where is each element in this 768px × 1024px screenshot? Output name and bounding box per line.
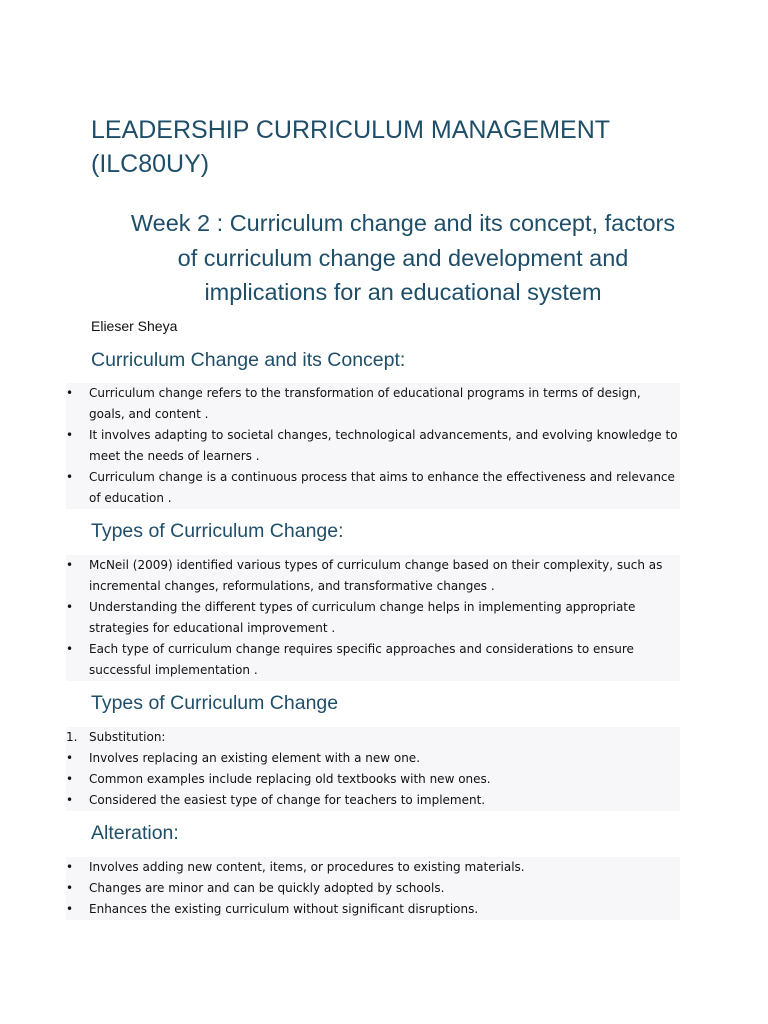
list-item [66, 857, 680, 878]
list-item-text: Enhances the existing curriculum without significant disruptions. [89, 902, 479, 916]
bullet-marker: • [66, 558, 74, 572]
section-heading: Types of Curriculum Change: [91, 520, 344, 542]
bullet-marker: • [66, 428, 74, 442]
bullet-list [66, 383, 680, 509]
list-number-marker: 1. [66, 730, 78, 744]
list-item [66, 727, 680, 748]
list-item-text: Each type of curriculum change requires specific approaches and considerations to ensure successful implementation . [89, 642, 634, 677]
document-title: LEADERSHIP CURRICULUM MANAGEMENT (ILC80UY) [91, 116, 610, 178]
bullet-list [66, 857, 680, 920]
list-item [66, 639, 680, 681]
list-item-text: Changes are minor and can be quickly adopted by schools. [89, 881, 445, 895]
bullet-list [66, 727, 680, 811]
list-item [66, 597, 680, 639]
list-item [66, 748, 680, 769]
bullet-marker: • [66, 902, 74, 916]
bullet-marker: • [66, 600, 74, 614]
bullet-marker: • [66, 386, 74, 400]
list-item [66, 769, 680, 790]
bullet-marker: • [66, 642, 74, 656]
list-item-text: Curriculum change is a continuous process that aims to enhance the effectiveness and relevance of education . [89, 470, 675, 505]
bullet-marker: • [66, 772, 74, 786]
list-item [66, 790, 680, 811]
list-item-text: Involves adding new content, items, or procedures to existing materials. [89, 860, 525, 874]
section-heading: Types of Curriculum Change [91, 692, 339, 714]
bullet-marker: • [66, 881, 74, 895]
list-item-text: Common examples include replacing old textbooks with new ones. [89, 772, 491, 786]
bullet-marker: • [66, 860, 74, 874]
author-name: Elieser Sheya [91, 318, 178, 334]
list-item-text: Involves replacing an existing element with a new one. [89, 751, 421, 765]
list-item [66, 555, 680, 597]
bullet-list [66, 555, 680, 681]
list-item-text: Curriculum change refers to the transformation of educational programs in terms of design, goals, and content . [89, 386, 641, 421]
bullet-marker: • [66, 751, 74, 765]
document-subtitle: Week 2 : Curriculum change and its concept, factors of curriculum change and development and implications for an educational system [130, 210, 676, 305]
bullet-marker: • [66, 470, 74, 484]
list-item-text: McNeil (2009) identified various types of curriculum change based on their complexity, such as incremental changes, reformulations, and transformative changes . [89, 558, 663, 593]
section-heading: Curriculum Change and its Concept: [91, 349, 406, 371]
list-item [66, 899, 680, 920]
list-item-text: Considered the easiest type of change for teachers to implement. [89, 793, 486, 807]
list-item [66, 383, 680, 425]
list-item [66, 467, 680, 509]
list-item-text: It involves adapting to societal changes, technological advancements, and evolving knowledge to meet the needs of learners . [89, 428, 678, 463]
list-item-text: Understanding the different types of curriculum change helps in implementing appropriate strategies for educational improvement . [89, 600, 636, 635]
list-item [66, 878, 680, 899]
list-item [66, 425, 680, 467]
section-heading: Alteration: [91, 822, 179, 844]
list-item-text: Substitution: [89, 730, 166, 744]
bullet-marker: • [66, 793, 74, 807]
